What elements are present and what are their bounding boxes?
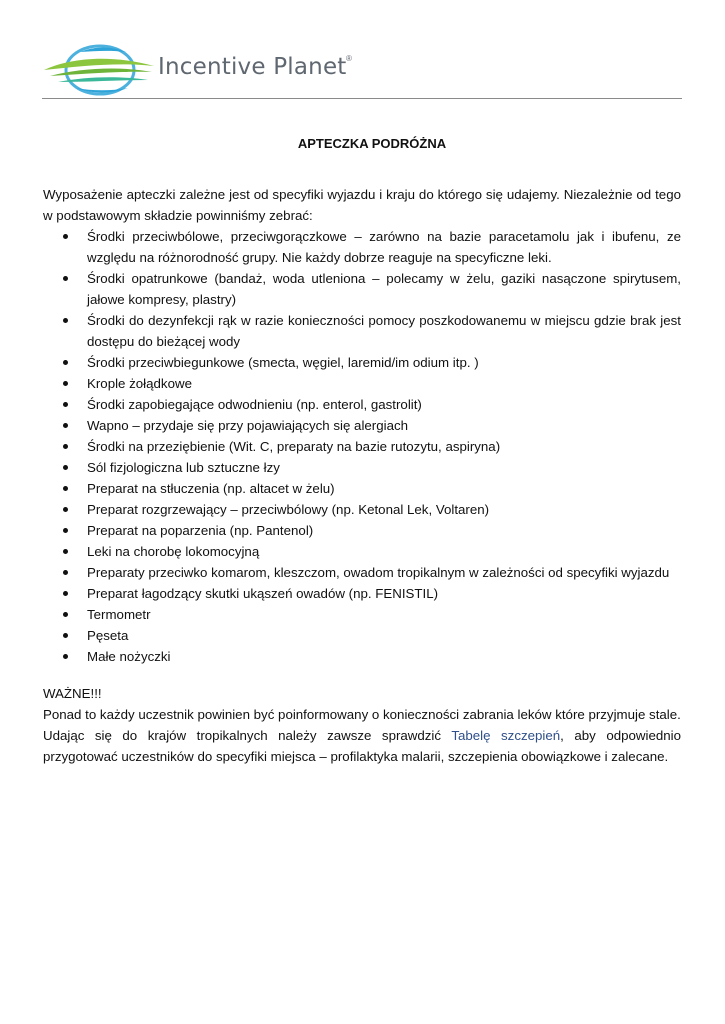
vaccination-table-link[interactable]: Tabelę szczepień bbox=[451, 728, 561, 743]
list-item: Środki przeciwbólowe, przeciwgorączkowe – zarówno na bazie paracetamolu jak i ibufenu, ze względu na różnorodność grupy. Nie każdy dobrze reaguje na specyficzne leki. bbox=[87, 226, 681, 268]
list-item: Preparaty przeciwko komarom, kleszczom, owadom tropikalnym w zależności od specyfiki wyjazdu bbox=[87, 562, 681, 583]
document-title: APTECZKA PODRÓŻNA bbox=[297, 136, 447, 151]
list-item: Sól fizjologiczna lub sztuczne łzy bbox=[87, 457, 681, 478]
list-item: Preparat łagodzący skutki ukąszeń owadów (np. FENISTIL) bbox=[87, 583, 681, 604]
warning-heading: WAŻNE!!! bbox=[43, 686, 102, 701]
warning-paragraph: Ponad to każdy uczestnik powinien być poinformowany o konieczności zabrania leków które przyjmuje stale. bbox=[43, 707, 681, 722]
list-item: Środki zapobiegające odwodnieniu (np. enterol, gastrolit) bbox=[87, 394, 681, 415]
closing-paragraph bbox=[43, 725, 681, 767]
document-body bbox=[43, 133, 681, 767]
list-item: Wapno – przydaje się przy pojawiających się alergiach bbox=[87, 415, 681, 436]
list-item: Preparat na stłuczenia (np. altacet w żelu) bbox=[87, 478, 681, 499]
intro-paragraph: Wyposażenie apteczki zależne jest od specyfiki wyjazdu i kraju do którego się udajemy. Niezależnie od tego w podstawowym składzie powinniśmy zebrać: bbox=[43, 187, 681, 223]
closing-text-after: , aby odpowiednio przygotować uczestników do specyfiki miejsca – profilaktyka malarii, szczepienia obowiązkowe i zalecane. bbox=[43, 728, 681, 764]
list-item: Krople żołądkowe bbox=[87, 373, 681, 394]
logo-text: Incentive Planet bbox=[158, 54, 347, 80]
list-item: Preparat na poparzenia (np. Pantenol) bbox=[87, 520, 681, 541]
list-item: Środki na przeziębienie (Wit. C, preparaty na bazie rutozytu, aspiryna) bbox=[87, 436, 681, 457]
incentive-planet-logo-icon bbox=[40, 40, 160, 98]
list-item: Środki opatrunkowe (bandaż, woda utleniona – polecamy w żelu, gaziki nasączone spirytusem, jałowe kompresy, plastry) bbox=[87, 268, 681, 310]
list-item: Pęseta bbox=[87, 625, 681, 646]
list-item: Środki do dezynfekcji rąk w razie konieczności pomocy poszkodowanemu w miejscu gdzie brak jest dostępu do bieżącej wody bbox=[87, 310, 681, 352]
list-item: Leki na chorobę lokomocyjną bbox=[87, 541, 681, 562]
list-item: Preparat rozgrzewający – przeciwbólowy (np. Ketonal Lek, Voltaren) bbox=[87, 499, 681, 520]
page-header bbox=[40, 40, 682, 98]
list-item: Środki przeciwbiegunkowe (smecta, węgiel, laremid/im odium itp. ) bbox=[87, 352, 681, 373]
first-aid-list bbox=[43, 226, 681, 667]
header-divider bbox=[42, 98, 682, 99]
list-item: Termometr bbox=[87, 604, 681, 625]
logo-registered-mark: ® bbox=[346, 54, 352, 63]
list-item: Małe nożyczki bbox=[87, 646, 681, 667]
closing-text-before: Udając się do krajów tropikalnych należy zawsze sprawdzić bbox=[43, 728, 452, 743]
